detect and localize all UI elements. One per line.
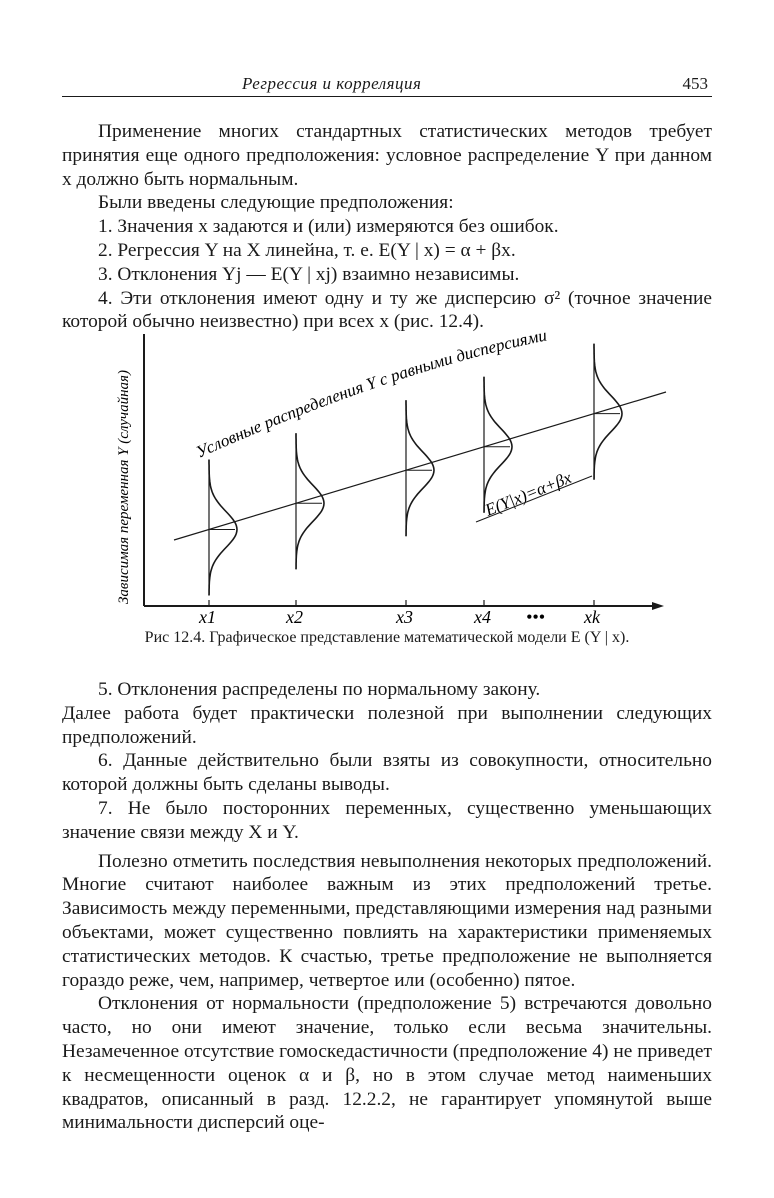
x-axis-arrow: [652, 602, 664, 610]
list-item: 1. Значения x задаются и (или) измеряются без ошибок.: [98, 216, 559, 238]
body-text-bottom: [62, 678, 712, 1135]
normal-curve: [296, 433, 324, 569]
paragraph: Применение многих стандартных статистических методов требует принятия еще одного предположения: условное распределение Y при данном x должно быть нормальным.: [62, 121, 712, 190]
x-tick-label: x3: [396, 607, 413, 626]
list-item: 2. Регрессия Y на X линейна, т. е. E(Y | x) = α + βx.: [98, 239, 516, 261]
normal-curve: [209, 460, 237, 596]
x-tick-label: x4: [474, 607, 491, 626]
normal-curve: [594, 344, 622, 480]
figure-caption: Рис 12.4. Графическое представление математической модели E (Y | x).: [144, 629, 630, 646]
conditional-distributions: [209, 344, 622, 596]
regression-line: [174, 392, 666, 540]
y-axis-label: Зависимая переменная Y (случайная): [116, 370, 132, 604]
x-ticks: [198, 600, 601, 626]
page-number: 453: [682, 74, 708, 93]
list-item: 6. Данные действительно были взяты из совокупности, относительно которой должны быть сделаны выводы.: [62, 750, 712, 796]
list-item: 7. Не было посторонних переменных, существенно уменьшающих значение связи между X и Y.: [62, 797, 712, 843]
body-text-top: [62, 120, 712, 334]
regression-diagram: [104, 326, 674, 626]
regression-equation: E(Y|x)=α+βx: [482, 467, 575, 520]
paragraph: Полезно отметить последствия невыполнения некоторых предположений. Многие считают наиболее важным из этих предположений третье. Зависимость между переменными, представляющими измерения над разными объектами, может существенно повлиять на характеристики применяемых статистических методов. К счастью, третье предположение не выполняется гораздо реже, чем, например, четвертое или (особенно) пятое.: [62, 850, 712, 991]
x-tick-label: x2: [286, 607, 303, 626]
page-header: [62, 70, 712, 97]
paragraph: Далее работа будет практически полезной при выполнении следующих предположений.: [62, 702, 712, 748]
x-tick-label: x1: [199, 607, 216, 626]
x-tick-label: •••: [526, 607, 545, 626]
running-title: Регрессия и корреляция: [242, 74, 422, 93]
distributions-label: [193, 326, 548, 462]
figure-regression-model: [104, 326, 674, 626]
paragraph: Были введены следующие предположения:: [98, 192, 454, 214]
x-tick-label: xk: [584, 607, 600, 626]
list-item: 3. Отклонения Yj — E(Y | xj) взаимно независимы.: [98, 263, 520, 285]
list-item: 4. Эти отклонения имеют одну и ту же дисперсию σ² (точное значение которой обычно неизвестно) при всех x (рис. 12.4).: [62, 287, 712, 333]
distributions-label-path: Условные распределения Y с равными дисперсиями: [192, 326, 549, 462]
paragraph: Отклонения от нормальности (предположение 5) встречаются довольно часто, но они имеют значение, только если весьма значительны. Незамеченное отсутствие гомоскедастичности (предположение 4) не приведет к несмещенности оценок α и β, но в этом случае метод наименьших квадратов, описанный в разд. 12.2.2, не гарантирует упомянутой выше минимальности дисперсий оце-: [62, 993, 712, 1134]
list-item: 5. Отклонения распределены по нормальному закону.: [98, 679, 541, 700]
normal-curve: [406, 400, 434, 536]
